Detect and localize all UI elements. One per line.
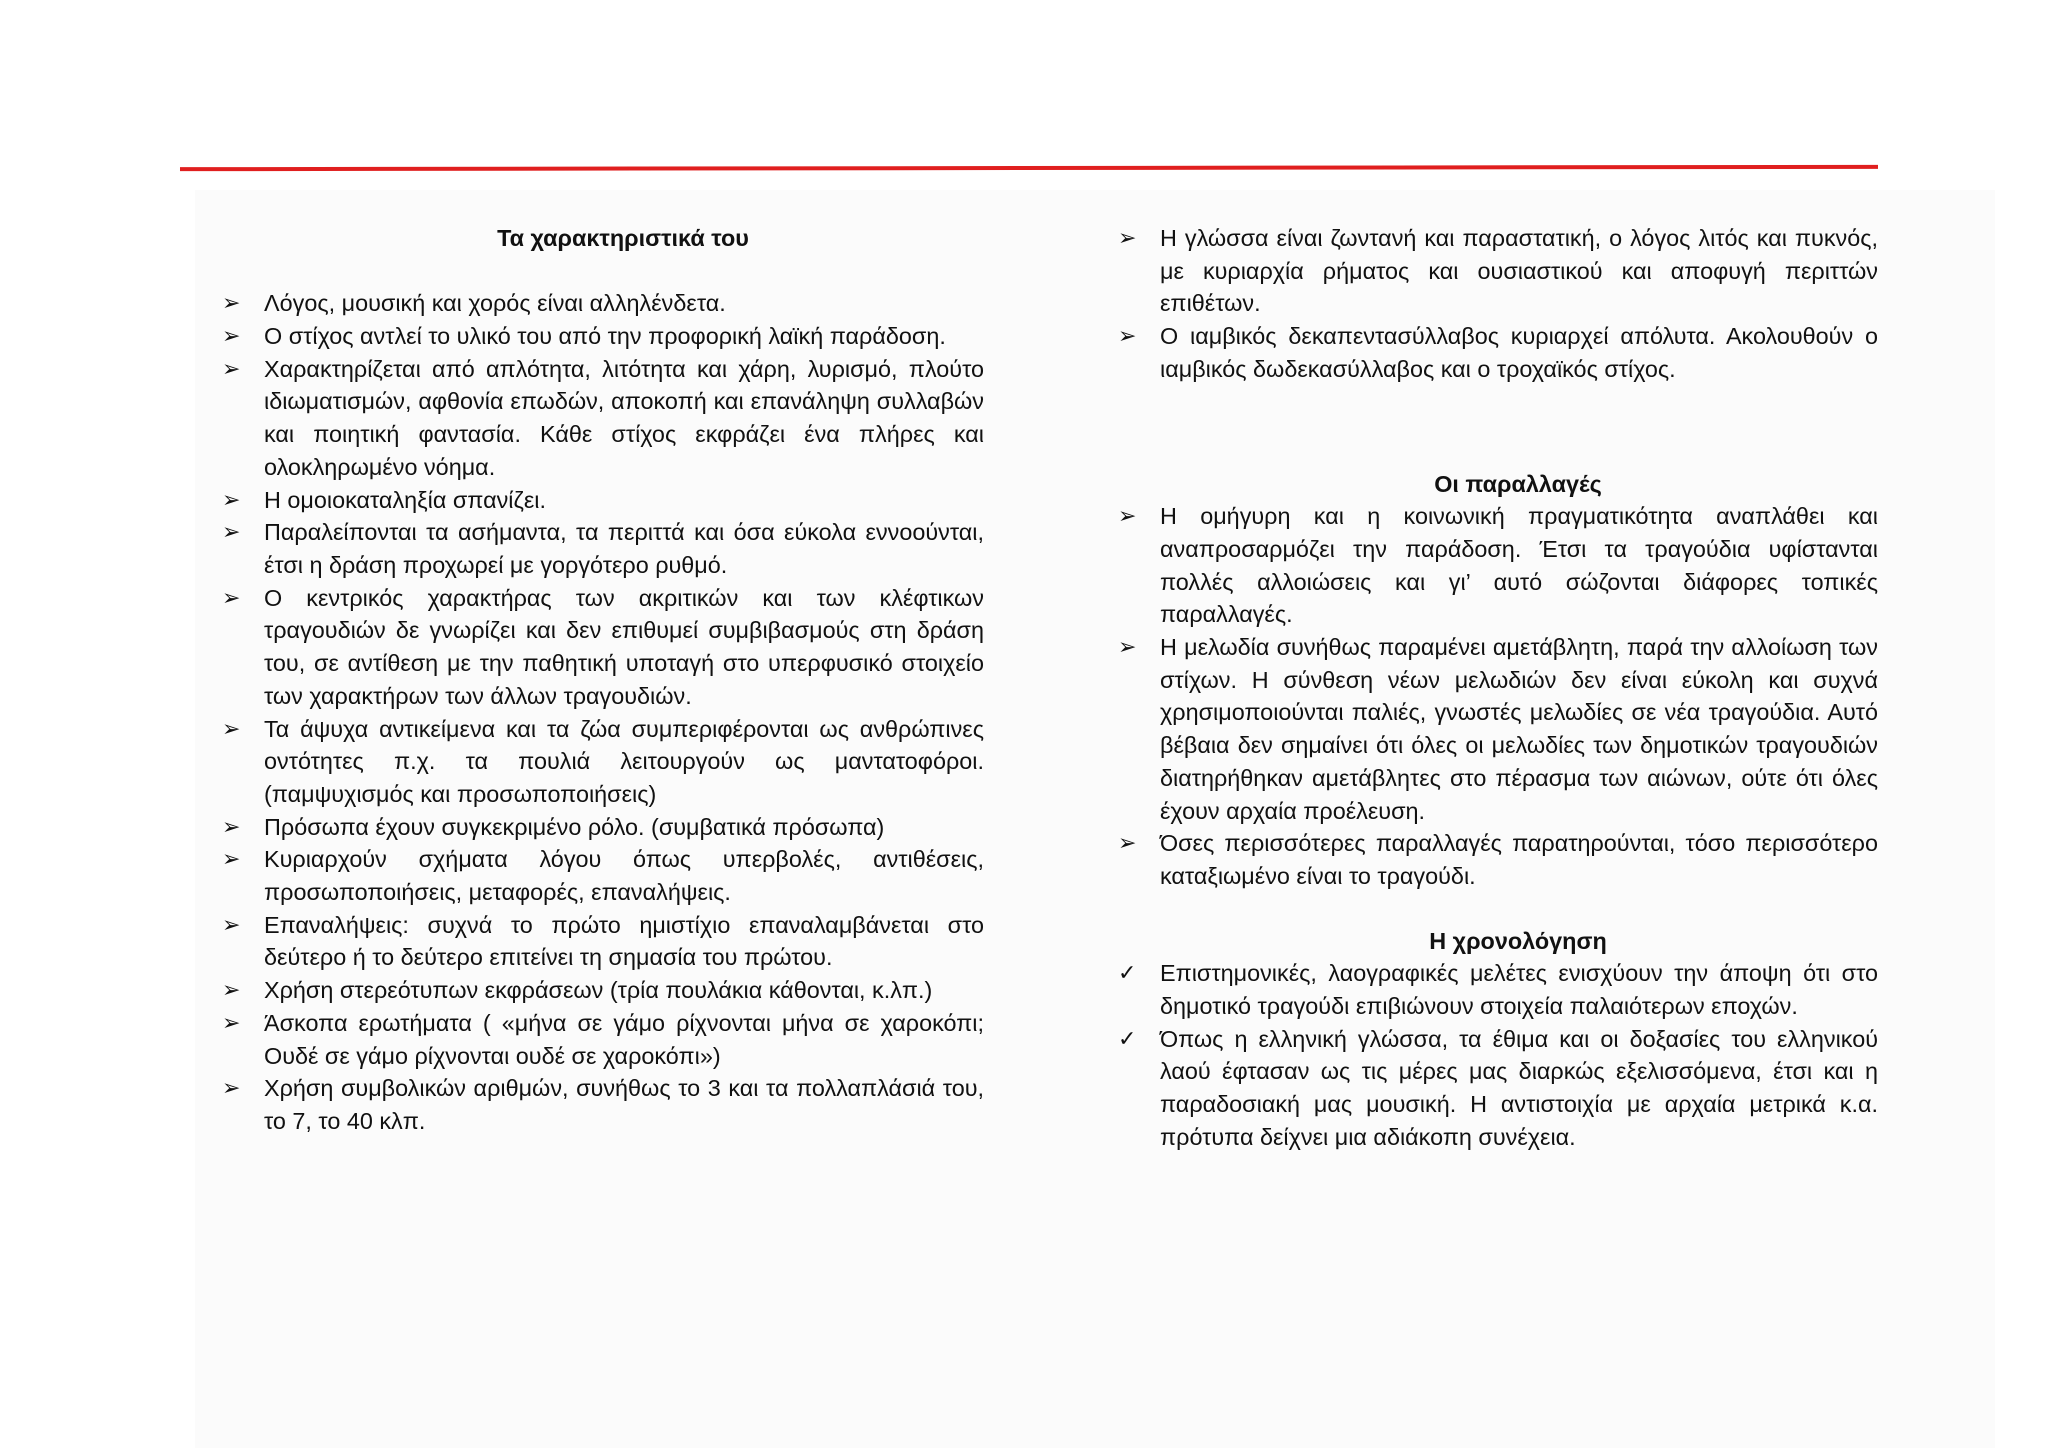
list-item (1118, 631, 1878, 827)
left-column (222, 222, 984, 1138)
list-item-text: Η ομήγυρη και η κοινωνική πραγματικότητα αναπλάθει και αναπροσαρμόζει την παράδοση. Έτσι τα τραγούδια υφίστανται πολλές αλλοιώσεις και γι’ αυτό σώζονται διάφορες τοπικές παραλλαγές. (1160, 503, 1878, 628)
variations-list (1118, 500, 1878, 892)
arrowhead-bullet-icon: ➢ (222, 486, 241, 512)
list-item-text: Πρόσωπα έχουν συγκεκριμένο ρόλο. (συμβατικά πρόσωπα) (264, 813, 885, 840)
list-item (222, 1072, 984, 1137)
list-item-text: Επιστημονικές, λαογραφικές μελέτες ενισχύουν την άποψη ότι στο δημοτικό τραγούδι επιβιώνουν στοιχεία παλαιότερων εποχών. (1160, 960, 1878, 1020)
dating-list (1118, 957, 1878, 1153)
list-item (222, 353, 984, 484)
list-item (222, 1007, 984, 1072)
list-item (222, 320, 984, 353)
list-item (222, 974, 984, 1007)
arrowhead-bullet-icon: ➢ (222, 1009, 241, 1035)
list-item-text: Χρήση στερεότυπων εκφράσεων (τρία πουλάκια κάθονται, κ.λπ.) (264, 977, 933, 1004)
arrowhead-bullet-icon: ➢ (222, 290, 241, 316)
list-item (222, 582, 984, 713)
checkmark-bullet-icon: ✓ (1118, 1025, 1137, 1051)
list-item-text: Άσκοπα ερωτήματα ( «μήνα σε γάμο ρίχνονται μήνα σε χαροκόπι; Ουδέ σε γάμο ρίχνονται ουδέ σε χαροκόπι») (264, 1009, 984, 1069)
list-item-text: Παραλείπονται τα ασήμαντα, τα περιττά και όσα εύκολα εννοούνται, έτσι η δράση προχωρεί με γοργότερο ρυθμό. (264, 519, 984, 578)
list-item-text: Ο ιαμβικός δεκαπεντασύλλαβος κυριαρχεί απόλυτα. Ακολουθούν ο ιαμβικός δωδεκασύλλαβος και ο τροχαϊκός στίχος. (1160, 323, 1878, 382)
list-item-text: Χρήση συμβολικών αριθμών, συνήθως το 3 και τα πολλαπλάσιά του, το 7, το 40 κλπ. (264, 1075, 984, 1134)
list-item-text: Ο στίχος αντλεί το υλικό του από την προφορική λαϊκή παράδοση. (264, 323, 946, 350)
arrowhead-bullet-icon: ➢ (222, 519, 241, 545)
list-item (222, 516, 984, 581)
arrowhead-bullet-icon: ➢ (222, 355, 241, 381)
list-item (222, 909, 984, 974)
list-item-text: Επαναλήψεις: συχνά το πρώτο ημιστίχιο επαναλαμβάνεται στο δεύτερο ή το δεύτερο επιτείνει τη σημασία του πρώτου. (264, 911, 984, 971)
checkmark-bullet-icon: ✓ (1118, 960, 1137, 986)
characteristics-list (222, 287, 984, 1137)
arrowhead-bullet-icon: ➢ (222, 715, 241, 741)
arrowhead-bullet-icon: ➢ (1118, 503, 1137, 529)
list-item (222, 713, 984, 811)
list-item-text: Λόγος, μουσική και χορός είναι αλληλένδετα. (264, 290, 726, 317)
list-item (222, 811, 984, 844)
arrowhead-bullet-icon: ➢ (1118, 323, 1137, 349)
list-item-text: Ο κεντρικός χαρακτήρας των ακριτικών και των κλέφτικων τραγουδιών δε γνωρίζει και δεν επιθυμεί συμβιβασμούς στη δράση του, σε αντίθεση με την παθητική υποταγή στο υπερφυσικό στοιχείο των χαρακτήρων των άλλων τραγουδιών. (264, 584, 984, 709)
list-item (1118, 222, 1878, 320)
section-spacer (1118, 386, 1878, 468)
arrowhead-bullet-icon: ➢ (222, 977, 241, 1003)
arrowhead-bullet-icon: ➢ (1118, 634, 1137, 660)
list-item (222, 484, 984, 517)
section-spacer (1118, 893, 1878, 925)
characteristics-heading: Τα χαρακτηριστικά του (497, 225, 749, 251)
list-item (1118, 957, 1878, 1022)
right-column (1118, 222, 1878, 1154)
header-red-rule (180, 165, 1878, 171)
list-item-text: Χαρακτηρίζεται από απλότητα, λιτότητα και χάρη, λυρισμό, πλούτο ιδιωματισμών, αφθονία επωδών, αποκοπή και επανάληψη συλλαβών και ποιητική φαντασία. Κάθε στίχος εκφράζει ένα πλήρες και ολοκληρωμένο νόημα. (264, 355, 984, 480)
list-item (1118, 827, 1878, 892)
arrowhead-bullet-icon: ➢ (222, 813, 241, 839)
dating-heading: Η χρονολόγηση (1429, 927, 1607, 954)
arrowhead-bullet-icon: ➢ (1118, 830, 1137, 856)
list-item (222, 287, 984, 320)
variations-heading: Οι παραλλαγές (1434, 470, 1602, 497)
arrowhead-bullet-icon: ➢ (1118, 225, 1137, 250)
list-item (1118, 1023, 1878, 1154)
list-item-text: Τα άψυχα αντικείμενα και τα ζώα συμπεριφέρονται ως ανθρώπινες οντότητες π.χ. τα πουλιά λειτουργούν ως μαντατοφόροι. (παμψυχισμός και προσωποποιήσεις) (264, 715, 984, 807)
list-item (1118, 500, 1878, 631)
arrowhead-bullet-icon: ➢ (222, 1075, 241, 1101)
list-item-text: Η μελωδία συνήθως παραμένει αμετάβλητη, παρά την αλλοίωση των στίχων. Η σύνθεση νέων μελωδιών δεν είναι εύκολη και συχνά χρησιμοποιούνται παλιές, γνωστές μελωδίες σε νέα τραγούδια. Αυτό βέβαια δεν σημαίνει ότι όλες οι μελωδίες των δημοτικών τραγουδιών διατηρήθηκαν αμετάβλητες στο πέρασμα των αιώνων, ούτε ότι όλες έχουν αρχαία προέλευση. (1160, 634, 1878, 824)
arrowhead-bullet-icon: ➢ (222, 846, 241, 872)
arrowhead-bullet-icon: ➢ (222, 584, 241, 610)
list-item-text: Όπως η ελληνική γλώσσα, τα έθιμα και οι δοξασίες του ελληνικού λαού έφτασαν ως τις μέρες μας διαρκώς εξελισσόμενα, έτσι και η παραδοσιακή μας μουσική. Η αντιστοιχία με αρχαία μετρικά κ.α. πρότυπα δείχνει μια αδιάκοπη συνέχεια. (1160, 1025, 1878, 1150)
list-item-text: Η ομοιοκαταληξία σπανίζει. (264, 486, 546, 513)
list-item-text: Όσες περισσότερες παραλλαγές παρατηρούνται, τόσο περισσότερο καταξιωμένο είναι το τραγούδι. (1160, 830, 1878, 889)
language-list (1118, 222, 1878, 386)
list-item (222, 843, 984, 908)
list-item (1118, 320, 1878, 385)
list-item-text: Κυριαρχούν σχήματα λόγου όπως υπερβολές, αντιθέσεις, προσωποποιήσεις, μεταφορές, επαναλήψεις. (264, 846, 984, 906)
arrowhead-bullet-icon: ➢ (222, 323, 241, 349)
list-item-text: Η γλώσσα είναι ζωντανή και παραστατική, ο λόγος λιτός και πυκνός, με κυριαρχία ρήματος και ουσιαστικού και αποφυγή περιττών επιθέτων. (1160, 225, 1878, 317)
arrowhead-bullet-icon: ➢ (222, 911, 241, 937)
